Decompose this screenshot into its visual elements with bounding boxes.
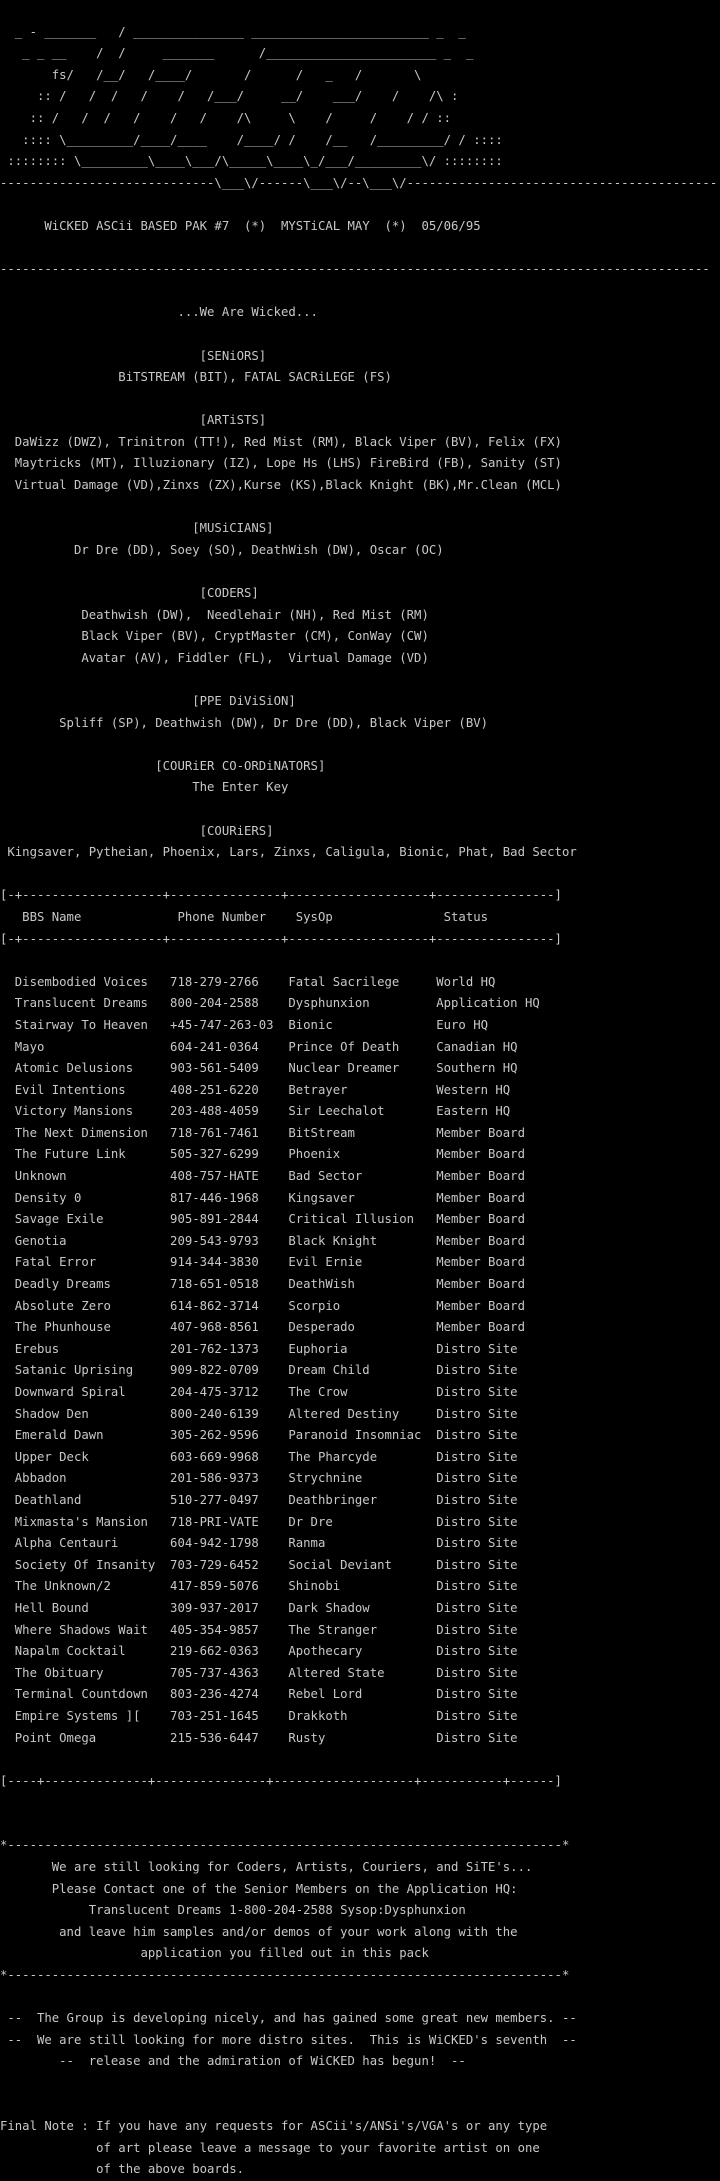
text-line: The Obituary 705-737-4363 Altered State Distro Site [0, 1665, 518, 1680]
text-line: -- release and the admiration of WiCKED has begun! -- [0, 2054, 466, 2069]
text-line: Fatal Error 914-344-3830 Evil Ernie Member Board [0, 1255, 525, 1270]
text-line: Maytricks (MT), Illuzionary (IZ), Lope Hs (LHS) FireBird (FB), Sanity (ST) [0, 456, 562, 471]
text-line: Society Of Insanity 703-729-6452 Social Deviant Distro Site [0, 1557, 518, 1572]
text-line: fs/ /__/ /____/ / / _ / \ [0, 67, 422, 82]
text-line: Stairway To Heaven +45-747-263-03 Bionic Euro HQ [0, 1017, 488, 1032]
text-line: Abbadon 201-586-9373 Strychnine Distro Site [0, 1471, 518, 1486]
text-line: -- We are still looking for more distro sites. This is WiCKED's seventh -- [0, 2032, 577, 2047]
text-line: _ _ __ / / _______ /_______________________ _ _ [0, 46, 474, 61]
text-line: [MUSiCIANS] [0, 521, 274, 536]
text-line: Disembodied Voices 718-279-2766 Fatal Sacrilege World HQ [0, 974, 496, 989]
text-line: [ARTiSTS] [0, 413, 267, 428]
text-line: -----------------------------\___\/------\___\/--\___\/------------------------------------------ [0, 175, 718, 190]
text-line [0, 734, 720, 756]
text-line: Mixmasta's Mansion 718-PRI-VATE Dr Dre Distro Site [0, 1514, 518, 1529]
text-line: Avatar (AV), Fiddler (FL), Virtual Damage (VD) [0, 650, 429, 665]
text-line [0, 1749, 720, 1771]
text-line: ...We Are Wicked... [0, 305, 318, 320]
text-line: *---------------------------------------------------------------------------* [0, 1968, 570, 1983]
text-line [0, 389, 720, 411]
text-line: [CODERS] [0, 586, 259, 601]
text-line [0, 281, 720, 303]
text-line: Atomic Delusions 903-561-5409 Nuclear Dreamer Southern HQ [0, 1061, 518, 1076]
text-line: Virtual Damage (VD),Zinxs (ZX),Kurse (KS),Black Knight (BK),Mr.Clean (MCL) [0, 478, 562, 493]
text-line: Please Contact one of the Senior Members on the Application HQ: [0, 1881, 518, 1896]
text-line: Upper Deck 603-669-9968 The Pharcyde Distro Site [0, 1449, 518, 1464]
text-line: Unknown 408-757-HATE Bad Sector Member Board [0, 1169, 525, 1184]
text-line: The Enter Key [0, 780, 289, 795]
text-line: Erebus 201-762-1373 Euphoria Distro Site [0, 1341, 518, 1356]
text-line: Alpha Centauri 604-942-1798 Ranma Distro Site [0, 1536, 518, 1551]
text-line: Deathwish (DW), Needlehair (NH), Red Mist (RM) [0, 607, 429, 622]
text-line: Downward Spiral 204-475-3712 The Crow Distro Site [0, 1385, 518, 1399]
text-line [0, 238, 720, 260]
text-line: BBS Name Phone Number SysOp Status [0, 909, 488, 924]
text-line: _ - _______ / _______________ ________________________ _ _ [0, 24, 466, 39]
text-line: Napalm Cocktail 219-662-0363 Apothecary Distro Site [0, 1644, 518, 1659]
text-line: Emerald Dawn 305-262-9596 Paranoid Insomniac Distro Site [0, 1428, 518, 1443]
text-line: :: / / / / / / /\ \ / / / / :: [0, 110, 452, 125]
text-line: DaWizz (DWZ), Trinitron (TT!), Red Mist (RM), Black Viper (BV), Felix (FX) [0, 434, 562, 449]
text-line: Deathland 510-277-0497 Deathbringer Distro Site [0, 1492, 518, 1507]
text-line: Dr Dre (DD), Soey (SO), DeathWish (DW), Oscar (OC) [0, 542, 444, 557]
text-line [0, 1814, 720, 1836]
text-line: [COURiER CO-ORDiNATORS] [0, 758, 326, 773]
text-line: The Next Dimension 718-761-7461 BitStream Member Board [0, 1125, 525, 1140]
text-line: :: / / / / / /___/ __/ ___/ / /\ : [0, 89, 459, 104]
text-line: [SENiORS] [0, 348, 267, 363]
text-line: :::: \_________/____/____ /____/ / /__ /_________/ / :::: [0, 132, 503, 147]
text-line [0, 799, 720, 821]
text-line: WiCKED ASCii BASED PAK #7 (*) MYSTiCAL MAY (*) 05/06/95 [0, 218, 481, 233]
text-line: Genotia 209-543-9793 Black Knight Member Board [0, 1233, 525, 1248]
text-line: and leave him samples and/or demos of your work along with the [0, 1924, 518, 1939]
text-line [0, 1792, 720, 1814]
text-line: application you filled out in this pack [0, 1946, 429, 1961]
text-line: [-+-------------------+---------------+-------------------+----------------] [0, 931, 562, 946]
text-line: The Unknown/2 417-859-5076 Shinobi Distro Site [0, 1579, 518, 1594]
text-line: Kingsaver, Pytheian, Phoenix, Lars, Zinxs, Caligula, Bionic, Phat, Bad Sector [0, 845, 577, 860]
text-line: The Phunhouse 407-968-8561 Desperado Member Board [0, 1320, 525, 1335]
text-line: -- The Group is developing nicely, and has gained some great new members. -- [0, 2011, 577, 2026]
text-line: Final Note : If you have any requests for ASCii's/ANSi's/VGA's or any type [0, 2119, 548, 2134]
text-line: Absolute Zero 614-862-3714 Scorpio Member Board [0, 1298, 525, 1313]
text-line [0, 669, 720, 691]
text-line: Black Viper (BV), CryptMaster (CM), ConWay (CW) [0, 629, 429, 644]
text-line [0, 561, 720, 583]
text-line: Savage Exile 905-891-2844 Critical Illusion Member Board [0, 1212, 525, 1227]
text-line [0, 950, 720, 972]
text-line: Spliff (SP), Deathwish (DW), Dr Dre (DD), Black Viper (BV) [0, 715, 488, 730]
text-line: Deadly Dreams 718-651-0518 DeathWish Member Board [0, 1277, 525, 1292]
text-line [0, 2073, 720, 2095]
text-line: Translucent Dreams 800-204-2588 Dysphunxion Application HQ [0, 996, 540, 1011]
text-line [0, 324, 720, 346]
text-line [0, 194, 720, 216]
text-line: of the above boards. [0, 2162, 244, 2177]
text-line: Density 0 817-446-1968 Kingsaver Member Board [0, 1190, 525, 1205]
text-line: Empire Systems ][ 703-251-1645 Drakkoth Distro Site [0, 1708, 518, 1723]
text-line: Victory Mansions 203-488-4059 Sir Leechalot Eastern HQ [0, 1104, 511, 1119]
text-line [0, 497, 720, 519]
text-line: Shadow Den 800-240-6139 Altered Destiny Distro Site [0, 1406, 518, 1421]
text-line: [----+--------------+---------------+-------------------+-----------+------] [0, 1773, 562, 1788]
text-line [0, 1987, 720, 2009]
text-line: Point Omega 215-536-6447 Rusty Distro Site [0, 1730, 518, 1745]
text-line: Translucent Dreams 1-800-204-2588 Sysop:Dysphunxion [0, 1903, 466, 1918]
text-line: [PPE DiViSiON] [0, 694, 296, 708]
text-line: Satanic Uprising 909-822-0709 Dream Child Distro Site [0, 1363, 518, 1378]
text-line: Terminal Countdown 803-236-4274 Rebel Lord Distro Site [0, 1687, 518, 1702]
text-line: Evil Intentions 408-251-6220 Betrayer Western HQ [0, 1082, 511, 1097]
text-line: Where Shadows Wait 405-354-9857 The Stranger Distro Site [0, 1622, 518, 1637]
text-line: BiTSTREAM (BIT), FATAL SACRiLEGE (FS) [0, 370, 392, 385]
text-line: :::::::: \_________\____\___/\_____\____\_/___/_________\/ :::::::: [0, 154, 503, 169]
text-line: *---------------------------------------------------------------------------* [0, 1838, 570, 1853]
text-line: The Future Link 505-327-6299 Phoenix Member Board [0, 1147, 525, 1162]
text-line [0, 2095, 720, 2117]
text-line: [COURiERS] [0, 823, 274, 838]
text-line [0, 864, 720, 886]
text-line: Mayo 604-241-0364 Prince Of Death Canadian HQ [0, 1039, 518, 1054]
text-line: We are still looking for Coders, Artists, Couriers, and SiTE's... [0, 1860, 533, 1875]
text-line: ------------------------------------------------------------------------------------------------ [0, 262, 710, 277]
text-line: Hell Bound 309-937-2017 Dark Shadow Distro Site [0, 1600, 518, 1615]
text-line: [-+-------------------+---------------+-------------------+----------------] [0, 888, 562, 903]
text-line [0, 0, 720, 22]
text-line: of art please leave a message to your favorite artist on one [0, 2140, 540, 2155]
